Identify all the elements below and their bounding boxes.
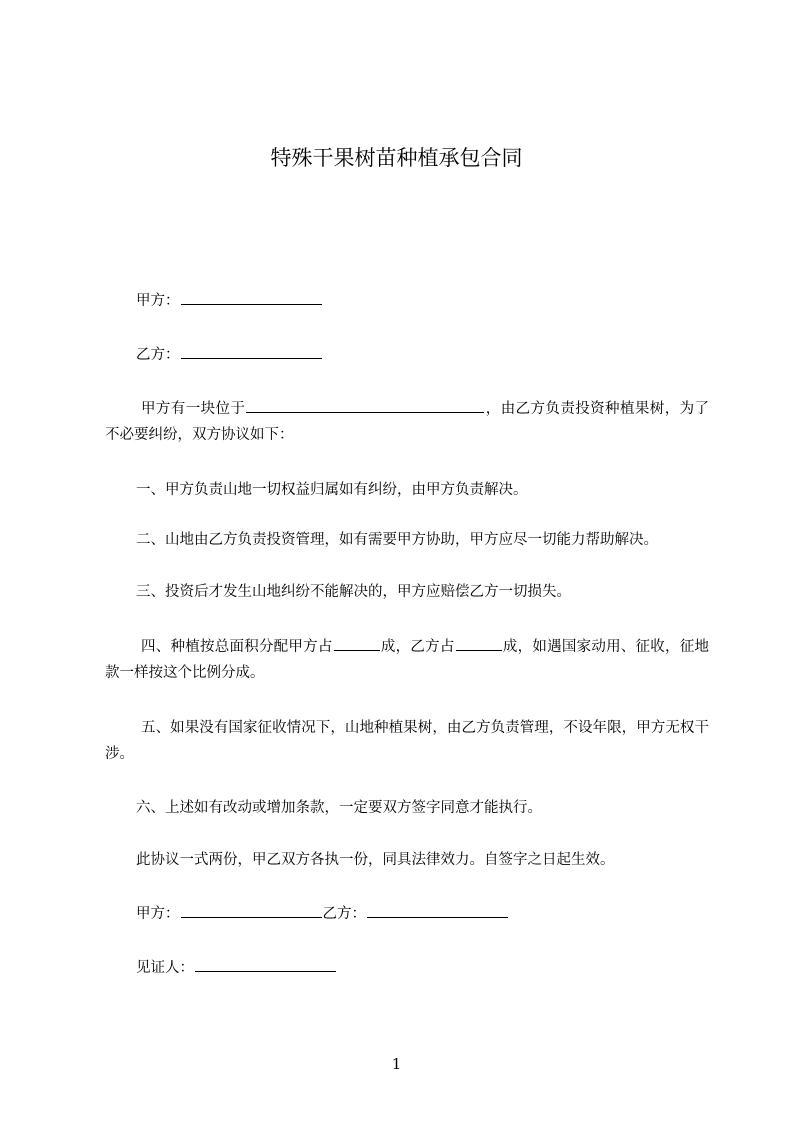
party-a-blank[interactable] (181, 303, 322, 305)
signature-party-a-blank[interactable] (181, 916, 322, 918)
clause-3: 三、投资后才发生山地纠纷不能解决的，甲方应赔偿乙方一切损失。 (136, 584, 571, 600)
party-a-label: 甲方： (136, 293, 180, 309)
validity-statement: 此协议一式两份，甲乙双方各执一份，同具法律效力。自签字之日起生效。 (136, 852, 615, 868)
party-b-label: 乙方： (136, 347, 180, 363)
party-a-share-blank[interactable] (334, 649, 380, 651)
signature-party-b-label: 乙方： (322, 906, 366, 922)
document-title: 特殊干果树苗种植承包合同 (270, 146, 523, 170)
witness-label: 见证人： (136, 960, 194, 976)
signature-party-b-blank[interactable] (367, 916, 508, 918)
clause-4 (105, 634, 709, 686)
party-a-line (136, 292, 323, 310)
clause-4-part3: 成，如遇国家动用、征收，征地款一样按这个比例分成。 (105, 639, 710, 681)
signature-party-a-label: 甲方： (136, 906, 180, 922)
party-b-line (136, 346, 323, 364)
witness-blank[interactable] (195, 970, 336, 972)
clause-5: 五、如果没有国家征收情况下，山地种植果树，由乙方负责管理，不设年限，甲方无权干涉。 (105, 720, 709, 762)
location-prefix: 甲方有一块位于 (141, 401, 246, 417)
page-number: 1 (391, 1055, 402, 1073)
location-suffix: ，由乙方负责投资种植果树，为了不必要纠纷，双方协议如下： (105, 401, 710, 443)
clause-1: 一、甲方负责山地一切权益归属如有纠纷，由甲方负责解决。 (136, 482, 528, 498)
clause-6: 六、上述如有改动或增加条款，一定要双方签字同意才能执行。 (136, 800, 542, 816)
clause-4-part2: 成，乙方占 (380, 639, 455, 655)
party-b-blank[interactable] (181, 357, 322, 359)
clause-2: 二、山地由乙方负责投资管理，如有需要甲方协助，甲方应尽一切能力帮助解决。 (136, 532, 658, 548)
clause-4-part1: 四、种植按总面积分配甲方占 (141, 639, 333, 655)
signature-line (136, 905, 509, 923)
location-paragraph (105, 396, 709, 448)
party-b-share-blank[interactable] (456, 649, 502, 651)
location-blank[interactable] (246, 411, 484, 413)
witness-line (136, 959, 337, 977)
